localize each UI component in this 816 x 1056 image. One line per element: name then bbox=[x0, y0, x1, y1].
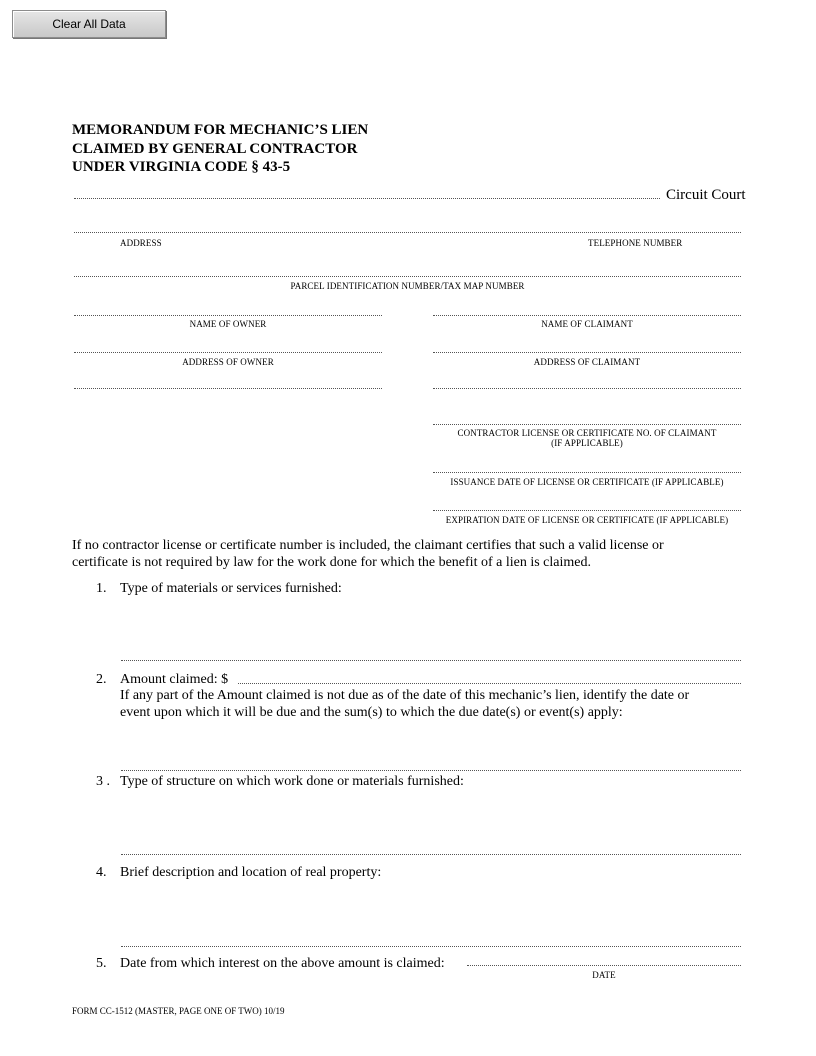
claimant-address-field-2[interactable] bbox=[433, 388, 741, 389]
license-label-line-2: (IF APPLICABLE) bbox=[551, 438, 623, 448]
structure-type-field[interactable] bbox=[121, 854, 741, 855]
license-notice-line-1: If no contractor license or certificate number is included, the claimant certifies that such a valid license or bbox=[72, 538, 664, 553]
form-id-footer: FORM CC-1512 (MASTER, PAGE ONE OF TWO) 10/19 bbox=[72, 1006, 285, 1016]
telephone-label: TELEPHONE NUMBER bbox=[588, 238, 683, 248]
item-3-number: 3 . bbox=[96, 774, 110, 789]
claimant-address-label: ADDRESS OF CLAIMANT bbox=[533, 357, 641, 367]
circuit-court-label: Circuit Court bbox=[666, 187, 746, 203]
item-4-label: Brief description and location of real property: bbox=[120, 865, 382, 880]
amount-due-line-2: event upon which it will be due and the sum(s) to which the due date(s) or event(s) apply: bbox=[120, 705, 623, 720]
item-5-number: 5. bbox=[96, 956, 107, 971]
license-notice bbox=[72, 537, 752, 571]
court-address-telephone-field[interactable] bbox=[74, 232, 741, 233]
item-1-number: 1. bbox=[96, 581, 107, 596]
owner-address-field[interactable] bbox=[74, 352, 382, 353]
parcel-number-field[interactable] bbox=[74, 276, 741, 277]
item-3-label: Type of structure on which work done or materials furnished: bbox=[120, 774, 464, 789]
item-2-label: Amount claimed: $ bbox=[120, 672, 229, 687]
amount-due-line-1: If any part of the Amount claimed is not due as of the date of this mechanic’s lien, identify the date or bbox=[120, 688, 690, 703]
form-title-line-2: CLAIMED BY GENERAL CONTRACTOR bbox=[72, 140, 358, 157]
interest-date-label: DATE bbox=[592, 970, 616, 980]
issuance-date-field[interactable] bbox=[433, 472, 741, 473]
license-number-label bbox=[433, 428, 741, 448]
form-title bbox=[72, 121, 368, 177]
interest-date-field[interactable] bbox=[467, 965, 741, 966]
owner-address-field-2[interactable] bbox=[74, 388, 382, 389]
form-title-line-1: MEMORANDUM FOR MECHANIC’S LIEN bbox=[72, 122, 369, 138]
expiration-date-field[interactable] bbox=[433, 510, 741, 511]
claimant-address-field[interactable] bbox=[433, 352, 741, 353]
circuit-court-field[interactable] bbox=[74, 198, 660, 199]
claimant-name-label: NAME OF CLAIMANT bbox=[541, 319, 633, 329]
owner-name-label: NAME OF OWNER bbox=[189, 319, 267, 329]
item-1-label: Type of materials or services furnished: bbox=[120, 581, 342, 596]
owner-name-field[interactable] bbox=[74, 315, 382, 316]
item-2-number: 2. bbox=[96, 672, 107, 687]
property-description-field[interactable] bbox=[121, 946, 741, 947]
item-5-label: Date from which interest on the above amount is claimed: bbox=[120, 956, 445, 971]
claimant-name-field[interactable] bbox=[433, 315, 741, 316]
address-label: ADDRESS bbox=[120, 238, 162, 248]
amount-due-details-field[interactable] bbox=[121, 770, 741, 771]
clear-all-data-button[interactable]: Clear All Data bbox=[12, 10, 166, 38]
license-number-field[interactable] bbox=[433, 424, 741, 425]
license-label-line-1: CONTRACTOR LICENSE OR CERTIFICATE NO. OF CLAIMANT bbox=[457, 428, 717, 438]
amount-due-instructions bbox=[120, 687, 750, 721]
materials-services-field[interactable] bbox=[121, 660, 741, 661]
item-4-number: 4. bbox=[96, 865, 107, 880]
issuance-date-label: ISSUANCE DATE OF LICENSE OR CERTIFICATE (IF APPLICABLE) bbox=[450, 477, 724, 487]
form-title-line-3: UNDER VIRGINIA CODE § 43-5 bbox=[72, 159, 291, 175]
owner-address-label: ADDRESS OF OWNER bbox=[182, 357, 274, 367]
amount-claimed-field[interactable] bbox=[238, 683, 741, 684]
expiration-date-label: EXPIRATION DATE OF LICENSE OR CERTIFICATE (IF APPLICABLE) bbox=[445, 515, 729, 525]
parcel-label: PARCEL IDENTIFICATION NUMBER/TAX MAP NUMBER bbox=[290, 281, 525, 291]
license-notice-line-2: certificate is not required by law for the work done for which the benefit of a lien is claimed. bbox=[72, 555, 591, 570]
